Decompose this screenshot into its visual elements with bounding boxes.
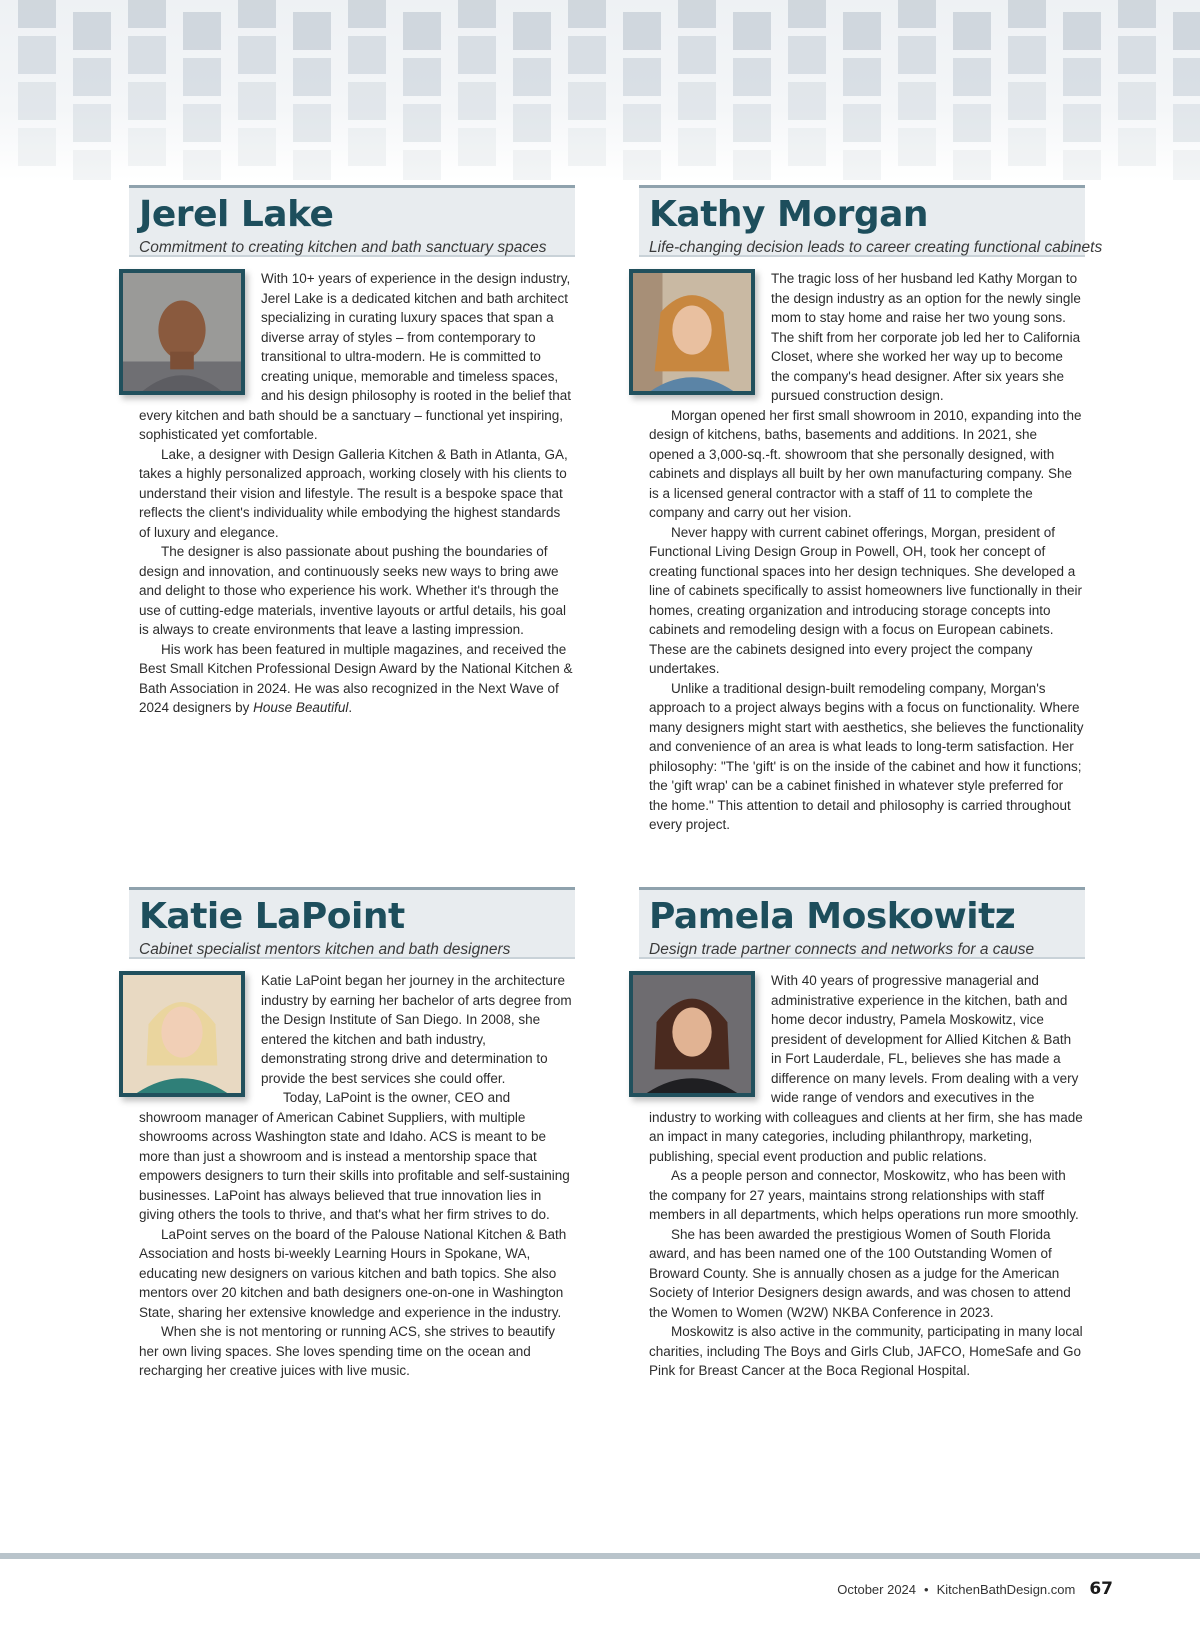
pattern-square [1063, 12, 1101, 50]
pattern-square [623, 150, 661, 180]
pattern-square [788, 128, 826, 166]
pattern-square [1118, 36, 1156, 74]
pattern-square [953, 150, 991, 180]
pattern-square [238, 0, 276, 28]
pattern-square [513, 58, 551, 96]
pattern-square [183, 58, 221, 96]
pattern-square [73, 12, 111, 50]
footer-separator: • [924, 1582, 929, 1597]
issue-date: October 2024 [837, 1582, 917, 1597]
pattern-square [568, 128, 606, 166]
profile-name: Kathy Morgan [649, 194, 929, 235]
paragraph: Unlike a traditional design-built remodeling company, Morgan's approach to a project always begins with a focus on functionality. Where many designers might start with aesthetics, she believes the functionality and convenience of an area is what leads to long-term satisfaction. Her philosophy: "The 'gift' is on the inside of the cabinet and how it functions; the 'gift wrap' can be a cabinet finished in whatever style preferred for the home." This attention to detail and philosophy is carried throughout every project. [649, 680, 1084, 832]
paragraph-tail: . [348, 700, 353, 715]
pattern-square [458, 82, 496, 120]
profile-header [639, 185, 1103, 257]
pattern-square [1063, 58, 1101, 96]
pattern-square [953, 104, 991, 142]
pattern-square [183, 104, 221, 142]
profile-body [129, 269, 575, 718]
pattern-square [568, 0, 606, 28]
pattern-square [1173, 150, 1200, 180]
footer-rule [0, 1553, 1200, 1559]
pattern-square [348, 128, 386, 166]
pattern-square [293, 150, 331, 180]
paragraph: The tragic loss of her husband led Kathy Morgan to the design industry as an option for the newly single mom to stay home and raise her two young sons. The shift from her corporate job led her to California Closet, where she worked her way up to become the company's head designer. After six years she pursued construction design. [771, 271, 1081, 403]
paragraph: With 10+ years of experience in the design industry, Jerel Lake is a dedicated kitchen and bath architect specializing in curating luxury spaces that span a diverse array of styles – from contemporary to transitional to ultra-modern. He is committed to creating unique, memorable and timeless spaces, and his design philosophy is rooted in the belief that every kitchen and bath should be a sanctuary – functional yet inspiring, sophisticated yet comfortable. [139, 271, 571, 442]
pattern-square [1008, 82, 1046, 120]
pattern-square [1063, 150, 1101, 180]
pattern-square [1008, 36, 1046, 74]
portrait-photo [629, 269, 755, 395]
pattern-square [1118, 82, 1156, 120]
pattern-square [513, 12, 551, 50]
pattern-square [348, 36, 386, 74]
magazine-title: House Beautiful [253, 700, 349, 715]
pattern-square [678, 82, 716, 120]
pattern-square [183, 12, 221, 50]
paragraph: When she is not mentoring or running ACS, she strives to beautify her own living spaces. She loves spending time on the ocean and recharging her creative juices with live music. [139, 1324, 555, 1378]
pattern-square [73, 58, 111, 96]
paragraph [139, 640, 575, 718]
pattern-square [678, 0, 716, 28]
pattern-square [183, 150, 221, 180]
pattern-square [293, 12, 331, 50]
pattern-square [348, 0, 386, 28]
paragraph: With 40 years of progressive managerial and administrative experience in the kitchen, bath and home decor industry, Pamela Moskowitz, vice president of development for Allied Kitchen & Bath in Fort Lauderdale, FL, believes she has made a difference on many levels. From dealing with a very wide range of vendors and executives in the industry to working with colleagues and clients at her firm, she has made an impact in many categories, including philanthropy, marketing, publishing, special event production and public relations. [649, 973, 1083, 1164]
paragraph: Morgan opened her first small showroom in 2010, expanding into the design of kitchens, baths, basements and additions. In 2021, she opened a 3,000-sq.-ft. showroom that she personally designed, with cabinets and displays all built by her own manufacturing company. She is a licensed general contractor with a staff of 11 to complete the company and carry out her vision. [649, 407, 1082, 520]
pattern-square [733, 104, 771, 142]
pattern-square [403, 12, 441, 50]
paragraph: She has been awarded the prestigious Women of South Florida award, and has been named one of the 100 Outstanding Women of Broward County. She is annually chosen as a judge for the American Society of Interior Designers design awards, and was chosen to attend the Women to Women (W2W) NKBA Conference in 2023. [649, 1226, 1071, 1320]
pattern-square [18, 82, 56, 120]
page-footer [837, 1579, 1113, 1599]
paragraph: Moskowitz is also active in the community, participating in many local charities, including The Boys and Girls Club, JAFCO, HomeSafe and Go Pink for Breast Cancer at the Boca Regional Hospital. [649, 1324, 1083, 1378]
pattern-square [18, 0, 56, 28]
profile-body [639, 269, 1085, 835]
pattern-square [458, 36, 496, 74]
profile-katie-lapoint [129, 887, 575, 1381]
pattern-square [953, 58, 991, 96]
profile-tagline: Cabinet specialist mentors kitchen and bath designers [139, 941, 511, 958]
pattern-square [238, 128, 276, 166]
paragraph-text: His work has been featured in multiple magazines, and received the Best Small Kitchen Professional Design Award by the National Kitchen & Bath Association in 2024. He was also recognized in the Next Wave of 2024 designers by [139, 641, 573, 715]
profile-name: Jerel Lake [139, 194, 334, 235]
pattern-square [733, 58, 771, 96]
profile-jerel-lake [129, 185, 575, 718]
pattern-square [238, 82, 276, 120]
pattern-square [678, 128, 716, 166]
pattern-square [348, 82, 386, 120]
pattern-square [1008, 128, 1046, 166]
paragraph: Today, LaPoint is the owner, CEO and showroom manager of American Cabinet Suppliers, with multiple showrooms across Washington state and Idaho. ACS is meant to be more than just a showroom and is instead a mentorship space that empowers designers to turn their skills into profitable and self-sustaining businesses. LaPoint has always believed that true innovation lies in giving others the tools to thrive, and that's what her firm strives to do. [139, 1090, 570, 1222]
pattern-square [898, 0, 936, 28]
pattern-square [128, 0, 166, 28]
pattern-square [238, 36, 276, 74]
profile-tagline: Life-changing decision leads to career creating functional cabinets [649, 239, 1103, 256]
pattern-square [843, 58, 881, 96]
pattern-square [403, 58, 441, 96]
pattern-square [1173, 104, 1200, 142]
profile-header [639, 887, 1085, 959]
pattern-square [128, 128, 166, 166]
pattern-square [898, 128, 936, 166]
pattern-square [788, 36, 826, 74]
profile-kathy-morgan [639, 185, 1103, 835]
pattern-square [293, 58, 331, 96]
profile-name: Pamela Moskowitz [649, 896, 1016, 937]
pattern-square [128, 36, 166, 74]
pattern-square [953, 12, 991, 50]
paragraph: The designer is also passionate about pushing the boundaries of design and innovation, and continuously seeks new ways to bring awe and delight to those who experience his work. Whether it's through the use of cutting-edge materials, inventive layouts or artful details, his goal is always to create environments that leave a lasting impression. [139, 544, 566, 637]
pattern-square [898, 36, 936, 74]
pattern-square [18, 128, 56, 166]
profile-name: Katie LaPoint [139, 896, 405, 937]
pattern-square [568, 82, 606, 120]
pattern-square [18, 36, 56, 74]
portrait-photo [629, 971, 755, 1097]
pattern-square [733, 150, 771, 180]
paragraph: As a people person and connector, Moskowitz, who has been with the company for 27 years, maintains strong relationships with staff members in all departments, which helps operations run more smoothly. [649, 1168, 1079, 1222]
pattern-square [513, 104, 551, 142]
pattern-square [788, 82, 826, 120]
portrait-photo [119, 971, 245, 1097]
pattern-square [788, 0, 826, 28]
pattern-square [458, 0, 496, 28]
pattern-square [1118, 0, 1156, 28]
paragraph: Katie LaPoint began her journey in the architecture industry by earning her bachelor of arts degree from the Design Institute of San Diego. In 2008, she entered the kitchen and bath industry, demonstrating strong drive and determination to provide the best services she could offer. [261, 973, 572, 1086]
profile-pamela-moskowitz [639, 887, 1085, 1381]
pattern-square [1173, 12, 1200, 50]
pattern-square [1063, 104, 1101, 142]
profile-header [129, 185, 575, 257]
pattern-square [458, 128, 496, 166]
pattern-square [898, 82, 936, 120]
pattern-square [843, 104, 881, 142]
paragraph: LaPoint serves on the board of the Palouse National Kitchen & Bath Association and hosts bi-weekly Learning Hours in Spokane, WA, educating new designers on various kitchen and bath topics. She also mentors over 20 kitchen and bath designers one-on-one in Washington State, sharing her extensive knowledge and experience in the industry. [139, 1226, 567, 1320]
pattern-square [293, 104, 331, 142]
decorative-header-pattern [0, 0, 1200, 180]
page-number: 67 [1089, 1579, 1113, 1599]
pattern-square [128, 82, 166, 120]
pattern-square [623, 58, 661, 96]
paragraph: Never happy with current cabinet offerings, Morgan, president of Functional Living Design Group in Powell, OH, took her concept of creating functional spaces into her design techniques. She developed a line of cabinets specifically to assist homeowners live functionally in their homes, creating organization and introducing storage concepts into cabinets and remodeling design with a focus on European cabinets. These are the cabinets designed into every project the company undertakes. [649, 524, 1082, 676]
profile-body [129, 971, 575, 1381]
pattern-square [623, 104, 661, 142]
pattern-square [623, 12, 661, 50]
pattern-square [1118, 128, 1156, 166]
pattern-square [513, 150, 551, 180]
pattern-square [403, 150, 441, 180]
profile-header [129, 887, 575, 959]
pattern-square [843, 12, 881, 50]
pattern-square [403, 104, 441, 142]
pattern-square [568, 36, 606, 74]
pattern-square [1008, 0, 1046, 28]
pattern-square [678, 36, 716, 74]
profile-tagline: Design trade partner connects and networks for a cause [649, 941, 1035, 958]
pattern-square [73, 104, 111, 142]
profile-body [639, 971, 1085, 1381]
pattern-square [73, 150, 111, 180]
portrait-photo [119, 269, 245, 395]
pattern-square [733, 12, 771, 50]
profile-tagline: Commitment to creating kitchen and bath sanctuary spaces [139, 239, 547, 256]
website-link[interactable]: KitchenBathDesign.com [936, 1582, 1076, 1597]
pattern-square [843, 150, 881, 180]
paragraph: Lake, a designer with Design Galleria Kitchen & Bath in Atlanta, GA, takes a highly personalized approach, working closely with his clients to understand their vision and lifestyle. The result is a bespoke space that reflects the client's individuality while embodying the highest standards of luxury and elegance. [139, 446, 568, 540]
pattern-square [1173, 58, 1200, 96]
